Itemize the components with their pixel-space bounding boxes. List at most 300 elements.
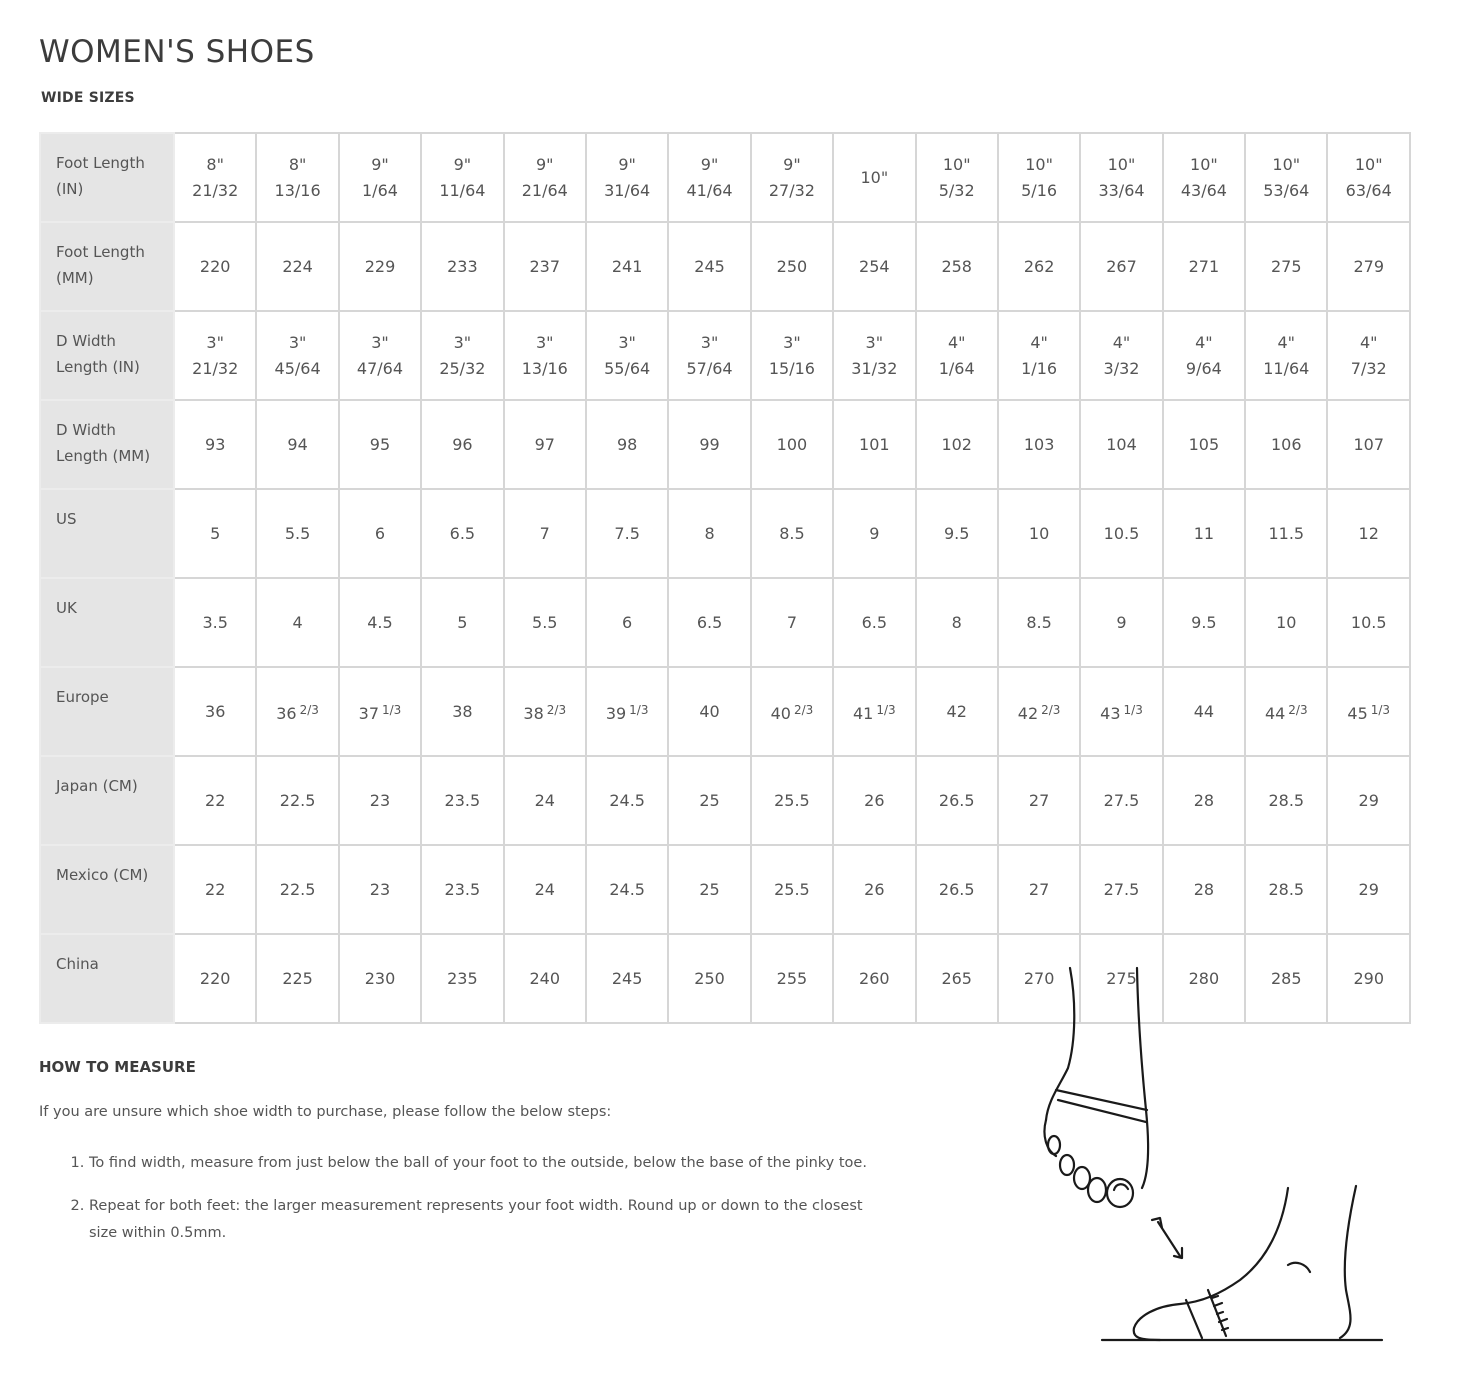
- cell-value: 36: [276, 703, 297, 723]
- table-cell: [833, 934, 915, 1023]
- cell-value: 10": [1107, 154, 1136, 174]
- cell-value: 29: [1358, 879, 1379, 899]
- row-header: Foot Length (IN): [40, 133, 174, 222]
- table-cell: [1245, 400, 1327, 489]
- cell-value: 44: [1264, 703, 1286, 723]
- cell-value: 279: [1353, 256, 1384, 276]
- table-cell: [174, 578, 256, 667]
- cell-value: 100: [776, 434, 808, 454]
- cell-value-line2: 41/64: [686, 180, 733, 200]
- cell-value: 3": [535, 332, 554, 352]
- table-cell: [668, 934, 750, 1023]
- cell-value: 25: [699, 790, 720, 810]
- cell-value: 290: [1353, 968, 1384, 988]
- cell-value: 38: [523, 703, 544, 723]
- table-cell: [1245, 578, 1327, 667]
- table-cell: [339, 489, 421, 578]
- table-cell: [1080, 845, 1162, 934]
- cell-value: 285: [1271, 968, 1302, 988]
- table-cell: [174, 133, 256, 222]
- cell-value: 245: [611, 968, 643, 988]
- table-cell: [751, 400, 833, 489]
- table-cell: [1327, 400, 1410, 489]
- table-cell: [998, 133, 1080, 222]
- table-cell: [586, 934, 668, 1023]
- table-cell: [504, 222, 586, 311]
- cell-value: 9": [700, 154, 719, 174]
- cell-value-line2: 1/16: [1021, 358, 1058, 378]
- table-row: [40, 756, 1410, 845]
- table-row: [40, 222, 1410, 311]
- table-cell: [916, 400, 998, 489]
- table-cell: [916, 222, 998, 311]
- cell-value: 11.5: [1268, 523, 1305, 543]
- cell-value: 7.5: [614, 523, 640, 543]
- cell-value: 260: [859, 968, 890, 988]
- table-cell: [998, 756, 1080, 845]
- table-cell: [1245, 222, 1327, 311]
- cell-value-line2: 9/64: [1185, 358, 1222, 378]
- table-cell: [668, 667, 750, 756]
- cell-value: 24.5: [609, 879, 645, 899]
- table-cell: [1245, 133, 1327, 222]
- table-cell: [421, 934, 503, 1023]
- table-cell: [504, 578, 586, 667]
- table-cell: [174, 756, 256, 845]
- table-cell: [751, 489, 833, 578]
- table-cell: [339, 934, 421, 1023]
- table-cell: [586, 756, 668, 845]
- cell-value: 6: [374, 523, 386, 543]
- table-cell: [833, 133, 915, 222]
- cell-value: 3": [371, 332, 389, 352]
- table-cell: [586, 400, 668, 489]
- table-cell: [751, 311, 833, 400]
- cell-value: 5: [457, 612, 468, 632]
- table-cell: [916, 845, 998, 934]
- table-cell: [751, 222, 833, 311]
- cell-value: 3": [865, 332, 884, 352]
- cell-value-line2: 7/32: [1350, 358, 1387, 378]
- table-cell: [751, 756, 833, 845]
- cell-value: 99: [699, 434, 720, 454]
- cell-value: 105: [1188, 434, 1220, 454]
- cell-value: 271: [1188, 256, 1220, 276]
- table-cell: [504, 934, 586, 1023]
- cell-value: 229: [364, 256, 396, 276]
- table-cell: [339, 222, 421, 311]
- table-cell: [1163, 578, 1245, 667]
- cell-value: 5.5: [532, 612, 558, 632]
- cell-fraction: 1/3: [382, 702, 402, 717]
- cell-value: 8.5: [1026, 612, 1052, 632]
- cell-value: 23: [369, 790, 391, 810]
- cell-value: 224: [282, 256, 313, 276]
- table-cell: [916, 667, 998, 756]
- cell-value: 9.5: [943, 523, 970, 543]
- cell-value: 9": [453, 154, 472, 174]
- measure-steps-list: [39, 1150, 869, 1263]
- how-to-measure-intro: If you are unsure which shoe width to purchase, please follow the below steps:: [39, 1104, 612, 1120]
- cell-value: 4": [1195, 332, 1213, 352]
- cell-value: 102: [941, 434, 972, 454]
- cell-value: 262: [1023, 256, 1055, 276]
- cell-value: 29: [1358, 790, 1379, 810]
- cell-value: 40: [699, 701, 720, 721]
- table-cell: [421, 667, 503, 756]
- cell-value-line2: 1/64: [938, 358, 975, 378]
- table-cell: [1327, 756, 1410, 845]
- cell-value: 27.5: [1103, 879, 1140, 899]
- table-cell: [1245, 845, 1327, 934]
- cell-value: 255: [776, 968, 808, 988]
- cell-value: 36: [205, 701, 226, 721]
- table-cell: [1163, 311, 1245, 400]
- cell-value: 230: [364, 968, 396, 988]
- cell-value-line2: 11/64: [1263, 358, 1310, 378]
- cell-fraction: 1/3: [1123, 702, 1143, 717]
- table-row: [40, 667, 1410, 756]
- table-cell: [751, 578, 833, 667]
- row-header: Foot Length (MM): [40, 222, 174, 311]
- table-cell: [504, 667, 586, 756]
- cell-value: 250: [694, 968, 725, 988]
- table-cell: [256, 133, 338, 222]
- table-cell: [586, 667, 668, 756]
- table-cell: [1245, 489, 1327, 578]
- cell-value: 8: [951, 612, 962, 632]
- table-cell: [174, 311, 256, 400]
- table-cell: [1080, 489, 1162, 578]
- cell-value: 106: [1271, 434, 1302, 454]
- table-cell: [421, 756, 503, 845]
- cell-value: 10.5: [1350, 612, 1387, 632]
- cell-value: 23.5: [444, 879, 481, 899]
- cell-value: 24: [534, 879, 555, 899]
- cell-value: 8: [704, 523, 715, 543]
- cell-value: 42: [946, 701, 967, 721]
- table-cell: [339, 667, 421, 756]
- cell-value-line2: 53/64: [1263, 180, 1310, 200]
- cell-value-line2: 21/32: [192, 180, 239, 200]
- cell-value: 6: [622, 612, 633, 632]
- table-cell: [1327, 489, 1410, 578]
- table-cell: [833, 222, 915, 311]
- table-cell: [668, 578, 750, 667]
- cell-value: 9": [618, 154, 636, 174]
- cell-value: 8": [288, 154, 307, 174]
- table-cell: [1080, 311, 1162, 400]
- table-cell: [421, 400, 503, 489]
- cell-value: 3": [206, 332, 224, 352]
- how-to-measure-title: HOW TO MEASURE: [39, 1058, 196, 1076]
- cell-value: 96: [452, 434, 473, 454]
- cell-fraction: 1/3: [1370, 702, 1391, 717]
- cell-value-line2: 31/64: [604, 180, 651, 200]
- cell-value: 7: [539, 523, 550, 543]
- table-cell: [1327, 222, 1410, 311]
- table-cell: [1163, 845, 1245, 934]
- table-row: [40, 133, 1410, 222]
- cell-value: 10.5: [1103, 523, 1140, 543]
- table-cell: [174, 400, 256, 489]
- table-cell: [916, 934, 998, 1023]
- cell-value: 4: [292, 612, 303, 632]
- table-cell: [1245, 311, 1327, 400]
- cell-value: 9.5: [1191, 612, 1217, 632]
- table-cell: [504, 400, 586, 489]
- cell-value-line2: 5/16: [1021, 180, 1058, 200]
- table-cell: [586, 222, 668, 311]
- cell-value: 3": [700, 332, 719, 352]
- table-row: [40, 578, 1410, 667]
- measure-step: 2. Repeat for both feet: the larger measurement represents your foot width. Round up or down to the closest size within 0.5mm.: [89, 1193, 869, 1247]
- cell-value: 11: [1193, 523, 1215, 543]
- measure-step: 1. To find width, measure from just below the ball of your foot to the outside, below the base of the pinky toe.: [89, 1150, 869, 1177]
- cell-value: 6.5: [696, 612, 723, 632]
- table-cell: [421, 489, 503, 578]
- table-cell: [998, 400, 1080, 489]
- table-cell: [1327, 578, 1410, 667]
- table-cell: [998, 489, 1080, 578]
- cell-value: 43: [1100, 703, 1121, 723]
- cell-value: 28.5: [1268, 790, 1305, 810]
- cell-value: 10": [1354, 154, 1383, 174]
- table-cell: [1163, 133, 1245, 222]
- table-cell: [1080, 667, 1162, 756]
- cell-value: 245: [694, 256, 725, 276]
- cell-value: 3": [783, 332, 801, 352]
- cell-value-line2: 13/16: [274, 180, 321, 200]
- cell-value: 235: [447, 968, 478, 988]
- cell-value-line2: 13/16: [521, 358, 568, 378]
- cell-value: 265: [941, 968, 972, 988]
- cell-value: 3.5: [202, 612, 228, 632]
- cell-fraction: 2/3: [1041, 702, 1061, 717]
- table-cell: [998, 667, 1080, 756]
- table-cell: [174, 934, 256, 1023]
- table-cell: [1080, 756, 1162, 845]
- table-cell: [1327, 311, 1410, 400]
- cell-value: 22: [205, 790, 226, 810]
- table-cell: [668, 133, 750, 222]
- row-header: Mexico (CM): [40, 845, 174, 934]
- table-cell: [504, 756, 586, 845]
- table-cell: [751, 934, 833, 1023]
- cell-value: 258: [941, 256, 972, 276]
- table-cell: [668, 311, 750, 400]
- table-cell: [174, 222, 256, 311]
- cell-value: 4": [1277, 332, 1296, 352]
- cell-value-line2: 45/64: [274, 358, 321, 378]
- cell-value: 8": [206, 154, 224, 174]
- cell-value: 95: [369, 434, 391, 454]
- table-cell: [256, 311, 338, 400]
- cell-value: 22.5: [279, 790, 316, 810]
- cell-value: 10: [1276, 612, 1297, 632]
- cell-value: 220: [199, 968, 231, 988]
- cell-value: 40: [770, 703, 791, 723]
- cell-value: 6.5: [449, 523, 476, 543]
- cell-value: 237: [529, 256, 561, 276]
- cell-value: 10: [1028, 523, 1050, 543]
- cell-value: 22: [205, 879, 226, 899]
- cell-value: 26.5: [938, 879, 975, 899]
- row-header: China: [40, 934, 174, 1023]
- cell-value: 93: [205, 434, 226, 454]
- cell-value: 26: [864, 790, 885, 810]
- table-cell: [339, 311, 421, 400]
- table-row: [40, 845, 1410, 934]
- table-cell: [751, 667, 833, 756]
- cell-value: 267: [1106, 256, 1137, 276]
- table-cell: [916, 133, 998, 222]
- table-cell: [916, 578, 998, 667]
- cell-value: 9": [783, 154, 801, 174]
- cell-value: 5.5: [284, 523, 311, 543]
- cell-value-line2: 31/32: [851, 358, 898, 378]
- table-cell: [421, 578, 503, 667]
- cell-value: 220: [199, 256, 231, 276]
- cell-value: 5: [210, 523, 221, 543]
- cell-value: 26.5: [938, 790, 975, 810]
- row-header: D Width Length (MM): [40, 400, 174, 489]
- table-cell: [668, 756, 750, 845]
- cell-value-line2: 1/64: [362, 180, 398, 200]
- cell-value: 97: [534, 434, 555, 454]
- cell-value: 12: [1358, 523, 1379, 543]
- table-cell: [668, 222, 750, 311]
- table-cell: [833, 400, 915, 489]
- table-cell: [256, 222, 338, 311]
- table-cell: [256, 934, 338, 1023]
- table-cell: [916, 489, 998, 578]
- table-cell: [504, 133, 586, 222]
- table-cell: [1163, 756, 1245, 845]
- cell-value: 270: [1023, 968, 1055, 988]
- cell-value: 3": [288, 332, 307, 352]
- cell-value: 101: [859, 434, 890, 454]
- cell-value: 38: [452, 701, 473, 721]
- table-cell: [833, 311, 915, 400]
- cell-value: 240: [529, 968, 561, 988]
- table-cell: [1245, 667, 1327, 756]
- table-cell: [586, 133, 668, 222]
- cell-value: 4": [947, 332, 966, 352]
- table-cell: [586, 845, 668, 934]
- cell-value-line2: 21/32: [192, 358, 239, 378]
- table-cell: [1327, 667, 1410, 756]
- cell-value: 27: [1028, 879, 1050, 899]
- table-cell: [751, 133, 833, 222]
- cell-value-line2: 15/16: [768, 358, 815, 378]
- cell-value: 23: [369, 879, 391, 899]
- cell-value: 28.5: [1268, 879, 1305, 899]
- cell-value: 3": [618, 332, 636, 352]
- table-row: [40, 400, 1410, 489]
- cell-value: 23.5: [444, 790, 481, 810]
- cell-value: 24: [534, 790, 555, 810]
- cell-value: 280: [1188, 968, 1220, 988]
- table-cell: [833, 667, 915, 756]
- cell-fraction: 2/3: [299, 702, 319, 717]
- table-cell: [174, 845, 256, 934]
- table-cell: [421, 845, 503, 934]
- table-cell: [174, 489, 256, 578]
- cell-value: 25.5: [774, 790, 810, 810]
- cell-value: 10": [942, 154, 971, 174]
- cell-value: 4": [1030, 332, 1048, 352]
- cell-value: 37: [358, 703, 379, 723]
- table-cell: [916, 311, 998, 400]
- cell-value: 25: [699, 879, 720, 899]
- cell-value: 103: [1023, 434, 1055, 454]
- table-cell: [998, 311, 1080, 400]
- table-cell: [1163, 222, 1245, 311]
- table-row: [40, 311, 1410, 400]
- cell-value: 10": [1190, 154, 1218, 174]
- table-cell: [421, 222, 503, 311]
- table-cell: [256, 578, 338, 667]
- cell-fraction: 1/3: [629, 702, 649, 717]
- cell-value: 28: [1193, 790, 1215, 810]
- cell-value: 7: [786, 612, 798, 632]
- cell-value: 225: [282, 968, 313, 988]
- cell-value: 104: [1106, 434, 1137, 454]
- table-cell: [1163, 667, 1245, 756]
- cell-value: 27: [1028, 790, 1050, 810]
- section-subtitle: WIDE SIZES: [41, 90, 135, 106]
- cell-value: 6.5: [861, 612, 888, 632]
- cell-value: 254: [859, 256, 890, 276]
- cell-value-line2: 11/64: [439, 180, 486, 200]
- cell-value: 241: [611, 256, 643, 276]
- row-header: D Width Length (IN): [40, 311, 174, 400]
- cell-value: 25.5: [774, 879, 810, 899]
- table-cell: [1163, 400, 1245, 489]
- table-cell: [504, 845, 586, 934]
- table-cell: [421, 133, 503, 222]
- table-cell: [421, 311, 503, 400]
- row-header: US: [40, 489, 174, 578]
- cell-value: 9: [869, 523, 880, 543]
- cell-value: 4": [1359, 332, 1378, 352]
- table-cell: [504, 311, 586, 400]
- table-cell: [833, 845, 915, 934]
- table-cell: [668, 845, 750, 934]
- cell-value: 10": [1272, 154, 1301, 174]
- page-title: WOMEN'S SHOES: [39, 34, 315, 70]
- table-cell: [339, 756, 421, 845]
- table-cell: [1080, 133, 1162, 222]
- table-cell: [256, 756, 338, 845]
- cell-value: 94: [287, 434, 308, 454]
- cell-value: 26: [864, 879, 885, 899]
- table-cell: [256, 845, 338, 934]
- cell-value-line2: 63/64: [1345, 180, 1392, 200]
- table-cell: [256, 400, 338, 489]
- cell-value: 3": [453, 332, 472, 352]
- table-cell: [256, 489, 338, 578]
- table-cell: [1327, 133, 1410, 222]
- size-chart-table: [39, 132, 1411, 1024]
- cell-fraction: 2/3: [546, 702, 567, 717]
- cell-value: 9": [371, 154, 389, 174]
- cell-value-line2: 43/64: [1180, 180, 1227, 200]
- cell-value-line2: 25/32: [439, 358, 486, 378]
- cell-value-line2: 57/64: [686, 358, 733, 378]
- table-cell: [833, 756, 915, 845]
